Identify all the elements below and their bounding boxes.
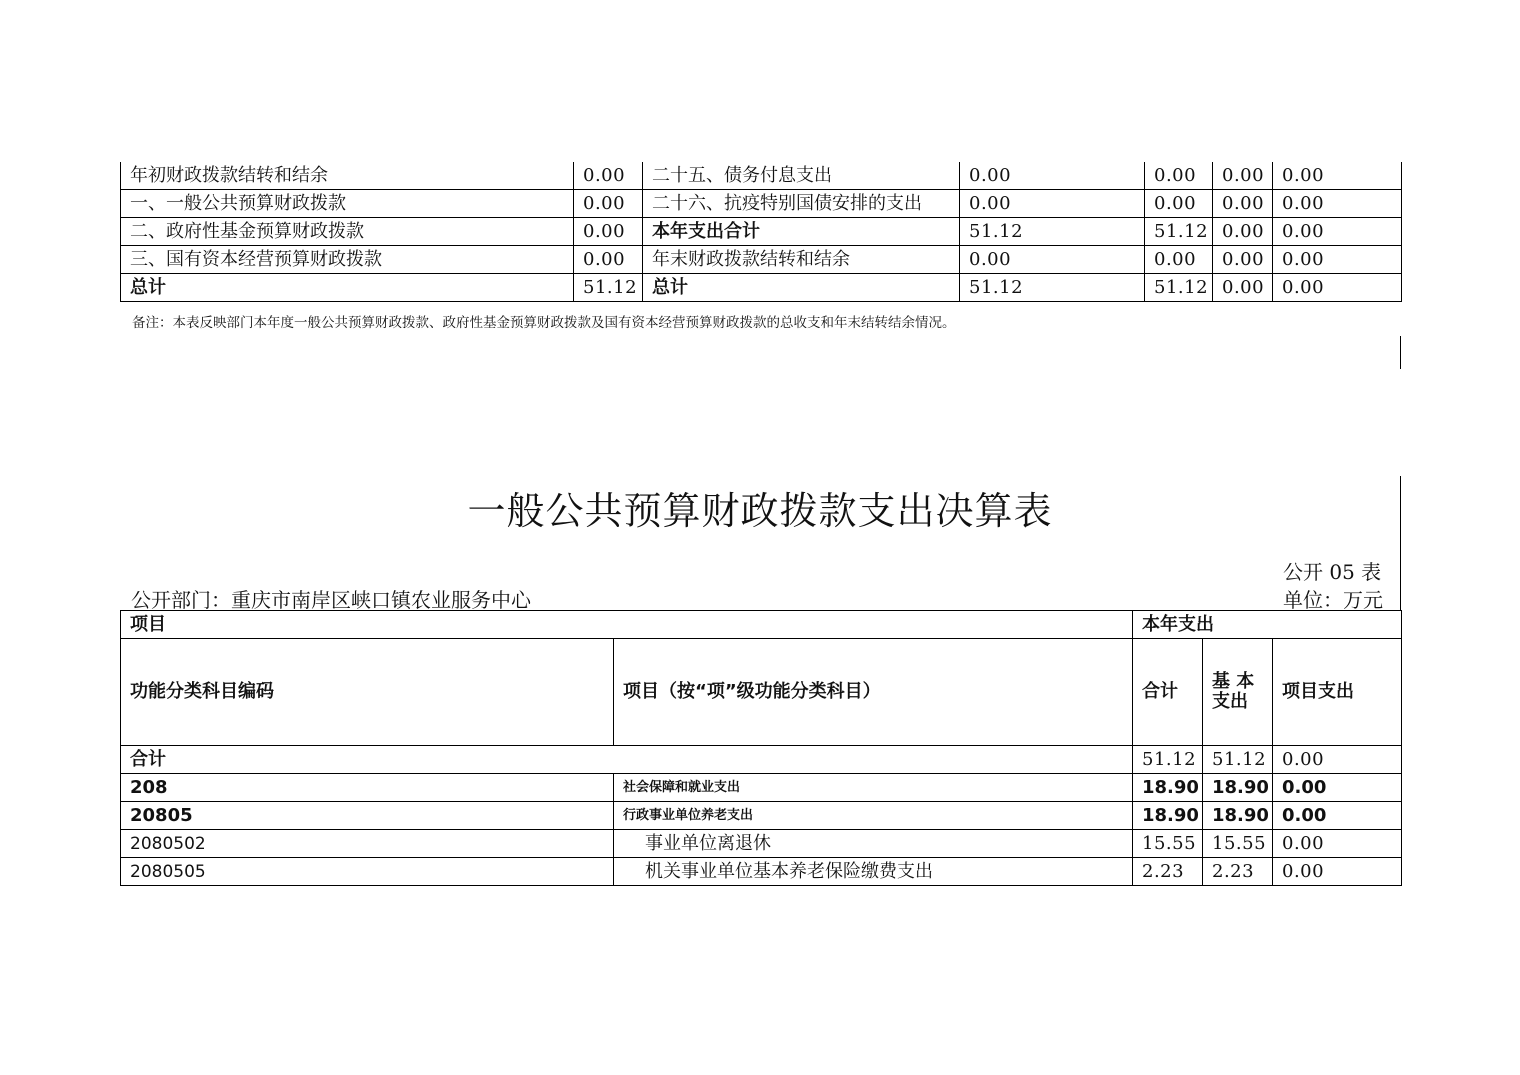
table-row (121, 190, 1402, 218)
row-total: 18.90 (1133, 802, 1203, 830)
expense-c3: 0.00 (1273, 190, 1402, 218)
row-basic: 2.23 (1203, 858, 1273, 886)
row-project: 0.00 (1273, 802, 1402, 830)
expense-total: 0.00 (960, 162, 1145, 190)
expense-c1: 0.00 (1145, 162, 1213, 190)
table-row (121, 218, 1402, 246)
total-project: 0.00 (1273, 746, 1402, 774)
expense-c1: 0.00 (1145, 190, 1213, 218)
header-basic (1203, 639, 1273, 746)
expense-total: 0.00 (960, 246, 1145, 274)
income-amount: 0.00 (574, 218, 643, 246)
unit-label: 单位：万元 (1283, 588, 1383, 612)
row-basic: 18.90 (1203, 802, 1273, 830)
header-item: 项目（按“项”级功能分类科目） (614, 639, 1133, 746)
table-row (121, 274, 1402, 302)
row-code: 20805 (121, 802, 614, 830)
row-basic: 18.90 (1203, 774, 1273, 802)
row-total: 15.55 (1133, 830, 1203, 858)
row-project: 0.00 (1273, 858, 1402, 886)
row-basic: 15.55 (1203, 830, 1273, 858)
table-row (121, 774, 1402, 802)
expense-c2: 0.00 (1213, 190, 1273, 218)
expense-c1: 51.12 (1145, 218, 1213, 246)
header-row (121, 639, 1402, 746)
income-amount: 0.00 (574, 246, 643, 274)
header-basic-line2: 支出 (1212, 691, 1248, 712)
row-name: 社会保障和就业支出 (614, 774, 1133, 802)
expense-c2: 0.00 (1213, 162, 1273, 190)
header-project-exp: 项目支出 (1273, 639, 1402, 746)
expense-c2: 0.00 (1213, 274, 1273, 302)
total-amount: 51.12 (1133, 746, 1203, 774)
expense-c3: 0.00 (1273, 274, 1402, 302)
row-code: 2080505 (121, 858, 614, 886)
expense-c3: 0.00 (1273, 218, 1402, 246)
table-row (121, 858, 1402, 886)
income-amount: 0.00 (574, 190, 643, 218)
page-title: 一般公共预算财政拨款支出决算表 (467, 489, 1053, 533)
header-project: 项目 (121, 611, 1133, 639)
expense-label: 年末财政拨款结转和结余 (643, 246, 960, 274)
total-label: 合计 (121, 746, 1133, 774)
expense-c3: 0.00 (1273, 162, 1402, 190)
summary-table (120, 162, 1402, 302)
header-row (121, 611, 1402, 639)
table-row (121, 162, 1402, 190)
expense-label: 二十五、债务付息支出 (643, 162, 960, 190)
income-label: 总计 (121, 274, 574, 302)
expense-c2: 0.00 (1213, 218, 1273, 246)
row-code: 208 (121, 774, 614, 802)
income-amount: 0.00 (574, 162, 643, 190)
expense-label: 二十六、抗疫特别国债安排的支出 (643, 190, 960, 218)
total-basic: 51.12 (1203, 746, 1273, 774)
income-label: 一、一般公共预算财政拨款 (121, 190, 574, 218)
expense-total: 51.12 (960, 218, 1145, 246)
form-number: 公开 05 表 (1283, 560, 1382, 584)
expense-c3: 0.00 (1273, 246, 1402, 274)
header-total: 合计 (1133, 639, 1203, 746)
row-project: 0.00 (1273, 830, 1402, 858)
table-row (121, 246, 1402, 274)
expense-c2: 0.00 (1213, 246, 1273, 274)
row-total: 2.23 (1133, 858, 1203, 886)
row-project: 0.00 (1273, 774, 1402, 802)
row-code: 2080502 (121, 830, 614, 858)
row-name: 机关事业单位基本养老保险缴费支出 (614, 858, 1133, 886)
expense-c1: 51.12 (1145, 274, 1213, 302)
expense-total: 0.00 (960, 190, 1145, 218)
department-label: 公开部门：重庆市南岸区峡口镇农业服务中心 (131, 588, 531, 612)
table-row (121, 802, 1402, 830)
expense-total: 51.12 (960, 274, 1145, 302)
expense-c1: 0.00 (1145, 246, 1213, 274)
header-code: 功能分类科目编码 (121, 639, 614, 746)
page-divider (1400, 336, 1401, 369)
row-total: 18.90 (1133, 774, 1203, 802)
table-row (121, 830, 1402, 858)
total-row (121, 746, 1402, 774)
table-note: 备注：本表反映部门本年度一般公共预算财政拨款、政府性基金预算财政拨款及国有资本经营预算财政拨款的总收支和年末结转结余情况。 (132, 315, 956, 331)
income-label: 年初财政拨款结转和结余 (121, 162, 574, 190)
header-current-year: 本年支出 (1133, 611, 1402, 639)
expense-label: 总计 (643, 274, 960, 302)
row-name: 行政事业单位养老支出 (614, 802, 1133, 830)
header-basic-line1: 基 本 (1212, 671, 1255, 692)
expense-label: 本年支出合计 (643, 218, 960, 246)
income-amount: 51.12 (574, 274, 643, 302)
expense-table (120, 610, 1402, 886)
income-label: 二、政府性基金预算财政拨款 (121, 218, 574, 246)
income-label: 三、国有资本经营预算财政拨款 (121, 246, 574, 274)
row-name: 事业单位离退休 (614, 830, 1133, 858)
